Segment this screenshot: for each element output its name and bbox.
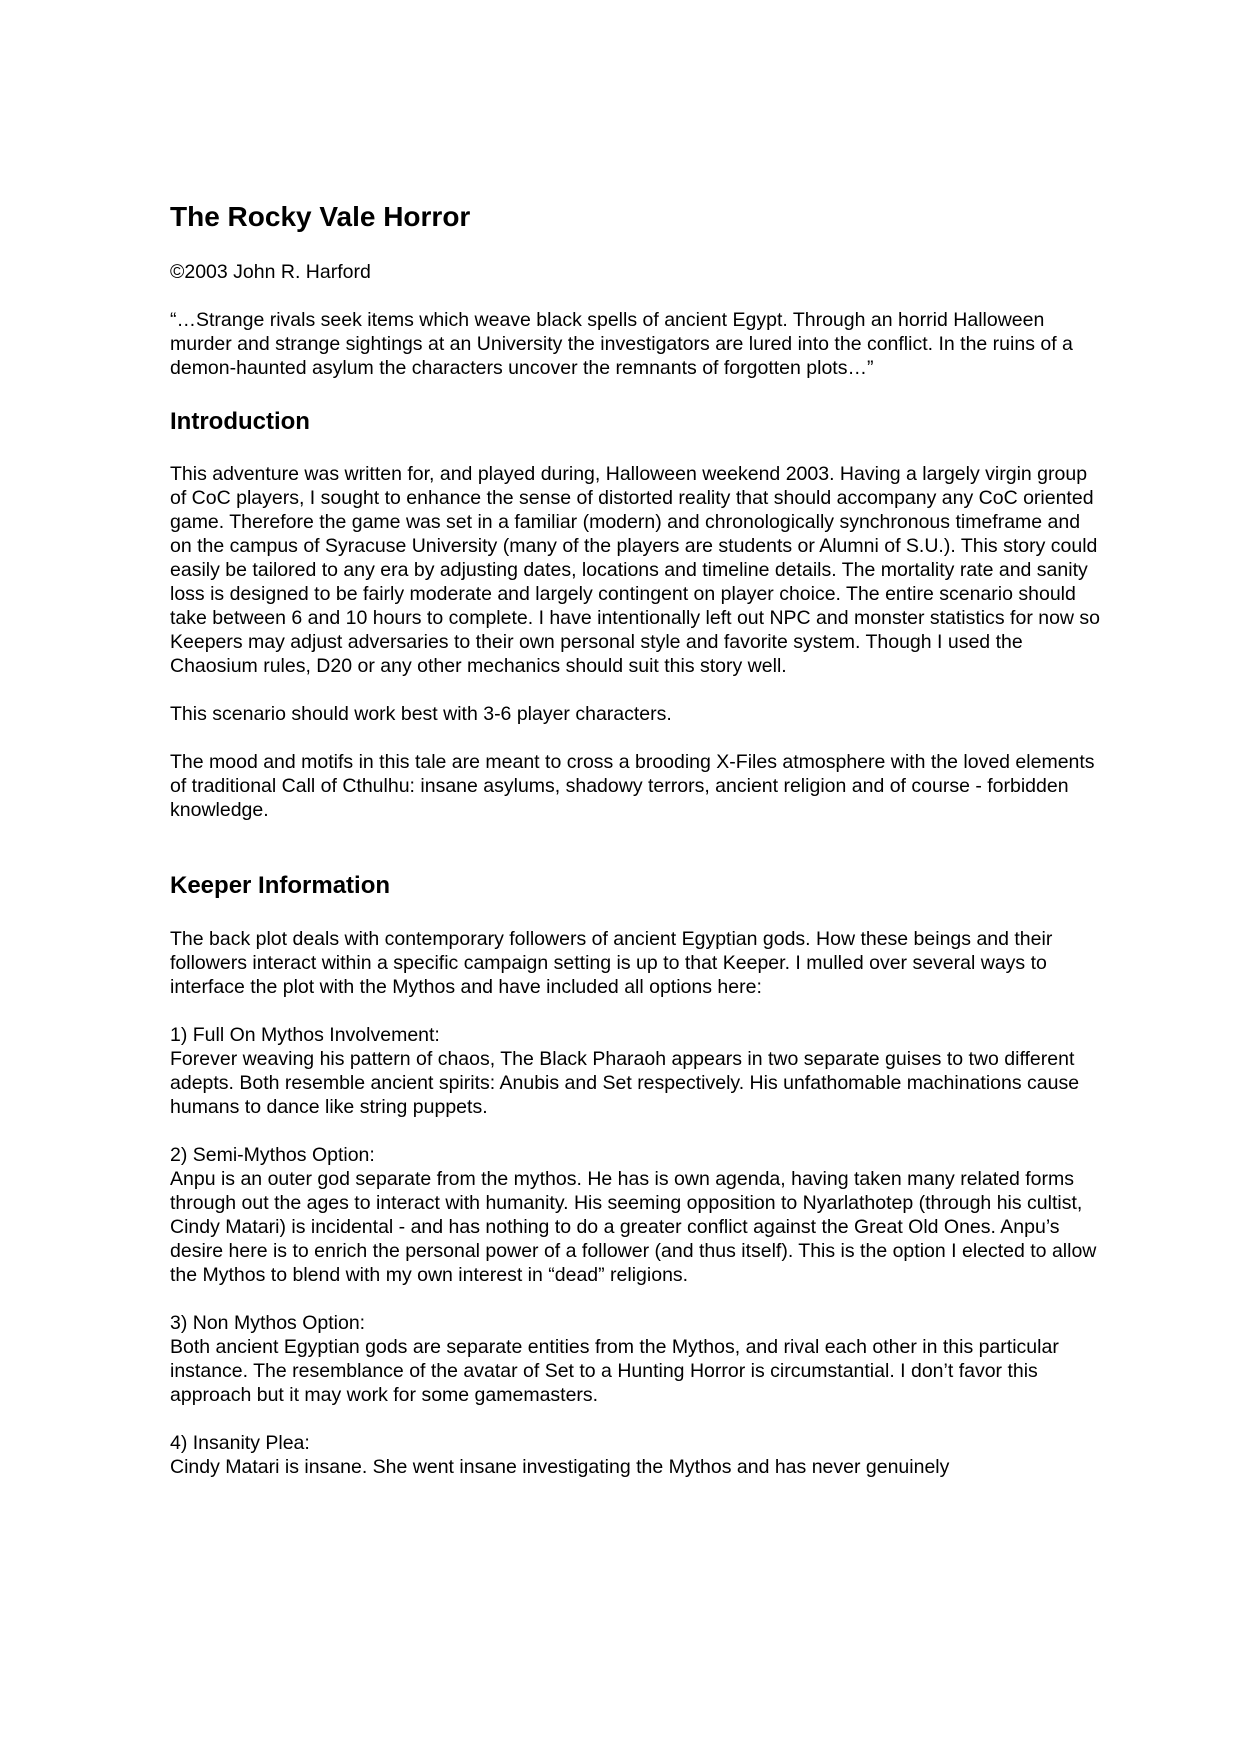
keeper-information-heading: Keeper Information xyxy=(170,872,391,900)
keeper-intro-paragraph: The back plot deals with contemporary followers of ancient Egyptian gods. How these beings and their followers interact within a specific campaign setting is up to that Keeper. I mulled over several ways to interface the plot with the Mythos and have included all options here: xyxy=(170,928,1053,999)
introduction-heading: Introduction xyxy=(170,407,310,435)
option-title: 1) Full On Mythos Involvement: xyxy=(170,1024,440,1047)
teaser-quote: “…Strange rivals seek items which weave black spells of ancient Egypt. Through an horrid Halloween murder and strange sightings at an University the investigators are lured into the conflict. In the ruins of a demon-haunted asylum the characters uncover the remnants of forgotten plots…” xyxy=(170,308,1073,379)
document-title: The Rocky Vale Horror xyxy=(170,201,471,232)
copyright-line: ©2003 John R. Harford xyxy=(170,260,371,283)
option-body: Both ancient Egyptian gods are separate entities from the Mythos, and rival each other in this particular instance. The resemblance of the avatar of Set to a Hunting Horror is circumstantial. I don’t favor this approach but it may work for some gamemasters. xyxy=(170,1336,1059,1407)
option-body: Anpu is an outer god separate from the mythos. He has is own agenda, having taken many related forms through out the ages to interact with humanity. His seeming opposition to Nyarlathotep (through his cultist, Cindy Matari) is incidental - and has nothing to do a greater conflict against the Great Old Ones. Anpu’s desire here is to enrich the personal power of a follower (and thus itself). This is the option I elected to allow the Mythos to blend with my own interest in “dead” religions. xyxy=(170,1168,1097,1287)
option-title: 2) Semi-Mythos Option: xyxy=(170,1144,375,1167)
document-page xyxy=(170,200,1100,1503)
introduction-paragraph: The mood and motifs in this tale are meant to cross a brooding X-Files atmosphere with the loved elements of traditional Call of Cthulhu: insane asylums, shadowy terrors, ancient religion and of course - forbidden knowledge. xyxy=(170,751,1095,822)
introduction-paragraph: This adventure was written for, and played during, Halloween weekend 2003. Having a largely virgin group of CoC players, I sought to enhance the sense of distorted reality that should accompany any CoC oriented game. Therefore the game was set in a familiar (modern) and chronologically synchronous timeframe and on the campus of Syracuse University (many of the players are students or Alumni of S.U.). This story could easily be tailored to any era by adjusting dates, locations and timeline details. The mortality rate and sanity loss is designed to be fairly moderate and largely contingent on player choice. The entire scenario should take between 6 and 10 hours to complete. I have intentionally left out NPC and monster statistics for now so Keepers may adjust adversaries to their own personal style and favorite system. Though I used the Chaosium rules, D20 or any other mechanics should suit this story well. xyxy=(170,463,1101,678)
option-title: 4) Insanity Plea: xyxy=(170,1432,310,1455)
option-body: Forever weaving his pattern of chaos, The Black Pharaoh appears in two separate guises to two different adepts. Both resemble ancient spirits: Anubis and Set respectively. His unfathomable machinations cause humans to dance like string puppets. xyxy=(170,1048,1080,1119)
option-body: Cindy Matari is insane. She went insane investigating the Mythos and has never genuinely xyxy=(170,1456,950,1479)
introduction-paragraph: This scenario should work best with 3-6 player characters. xyxy=(170,703,672,726)
option-title: 3) Non Mythos Option: xyxy=(170,1312,366,1335)
